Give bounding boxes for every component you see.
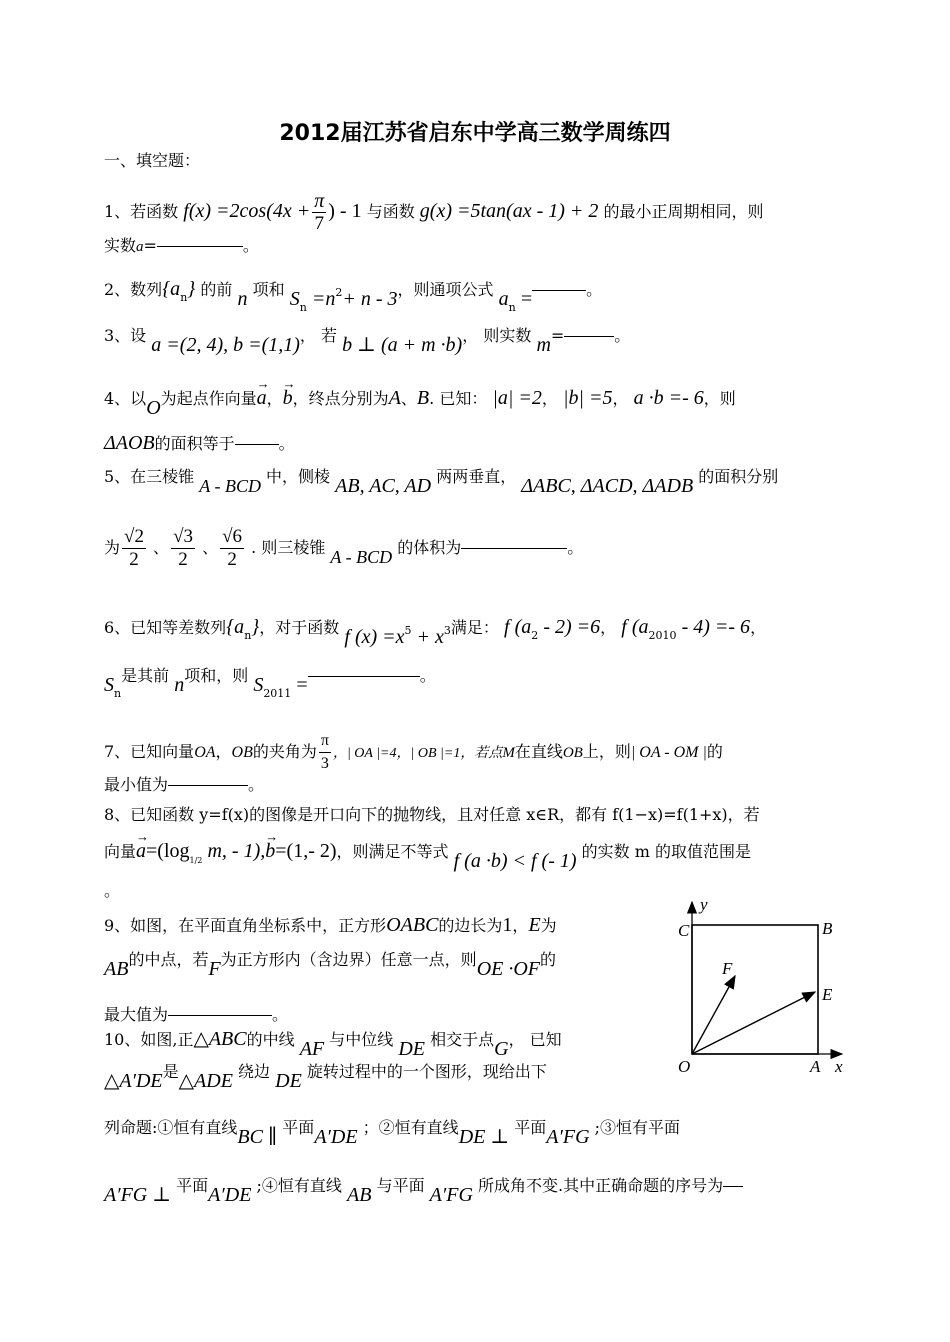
pi-over-three: $\frac{\pi}{3}$ — [320, 732, 329, 772]
question-6-line-1: 6、已知等差数列$\{a_n\}$，对于函数 f $(x) =x^5 + x^3$满足： f $(a_2 - 2) =6$， f $(a_{2010} - 4) =- 6$， — [104, 616, 767, 648]
fraction-sqrt3-over-2: $\frac{√3}{2}$ — [173, 526, 193, 570]
answer-blank-3 — [564, 335, 614, 337]
label-c: C — [678, 921, 690, 940]
question-6-line-2: $S_n$是其前 n项和，则 $S_{2011}$ = 。 — [104, 666, 436, 700]
answer-blank-10 — [723, 1185, 743, 1187]
question-9-line-3: 最大值为 。 — [104, 1005, 289, 1024]
label-e: E — [822, 985, 833, 1004]
question-8-line-2: 向量→ $a=(\log_{1/2}$ m, - 1),→ b=(1,- 2)，则满足不等式 f (a ·b) < f (- 1) 的实数 m 的取值范围是 — [104, 840, 751, 872]
question-1-line-1: 1、若函数 f(x) =2cos(4x + $\frac{\pi}{7}$ ) - 1 与函数 g(x) =5tan(ax - 1) + 2 的最小正周期相同，则 — [104, 190, 764, 234]
question-2: 2、数列$\{a_n\}$ 的前 n 项和 $S_n =n^2+ n - 3$，则通项公式 $a_n$ = 。 — [104, 278, 603, 314]
fraction-sqrt2-over-2: $\frac{√2}{2}$ — [124, 526, 144, 570]
fraction-sqrt6-over-2: $\frac{√6}{2}$ — [222, 526, 243, 570]
page-title: 2012届江苏省启东中学高三数学周练四 — [279, 121, 671, 146]
question-3: 3、设 a =(2, 4), b =(1,1)， 若 b ⊥ (a + m ·b)， 则实数 m= 。 — [104, 326, 631, 356]
question-5-line-2: 为 $\frac{√2}{2}$ 、 $\frac{√3}{2}$ 、 $\frac{√6}{2}$ . 则三棱锥 A - BCD 的体积为 。 — [104, 526, 584, 570]
question-10-line-1: 10、如图,正△ABC的中线 AF 与中位线 DE 相交于点G， 已知 — [104, 1028, 562, 1060]
answer-blank-6 — [308, 675, 420, 677]
pi-over-seven: $\frac{\pi}{7}$ — [314, 190, 325, 234]
question-4-line-1: 4、以O为起点作向量→ a，→ b，终点分别为A、B. 已知： |a| =2， |b| =5， a ·b =- 6，则 — [104, 387, 736, 410]
section-heading: 一、填空题： — [104, 151, 201, 170]
answer-blank-2 — [532, 289, 586, 291]
answer-blank-9 — [168, 1014, 272, 1016]
question-8-line-3: 。 — [104, 881, 121, 900]
question-9-line-2: AB的中点，若F为正方形内（含边界）任意一点，则OE ·OF的 — [104, 950, 557, 980]
question-8-line-1: 8、已知函数 y=f(x)的图像是开口向下的抛物线，且对任意 x∈R，都有 f(1−x)=f(1+x)，若 — [104, 805, 760, 824]
question-5-line-1: 5、在三棱锥 A - BCD 中，侧棱 AB, AC, AD 两两垂直， ΔABC, ΔACD, ΔADB 的面积分别 — [104, 467, 779, 497]
question-10-line-3: 列命题:①恒有直线BC ∥ 平面A′DE ；②恒有直线DE ⊥ 平面A′FG ;③恒有平面 — [104, 1118, 681, 1148]
question-10-line-2: △A′DE是△ADE 绕边 DE 旋转过程中的一个图形，现给出下 — [104, 1062, 547, 1092]
coordinate-square-figure — [672, 892, 850, 1082]
answer-blank-4 — [235, 443, 279, 445]
label-x: x — [835, 1057, 843, 1076]
label-f: F — [722, 959, 733, 978]
label-o: O — [678, 1057, 691, 1076]
label-b: B — [822, 919, 833, 938]
question-7-line-1: 7、已知向量OA，OB的夹角为 $\frac{\pi}{3}$ ，| OA |=4，| OB |=1，若点M在直线OB上，则| OA - OM |的 — [104, 730, 723, 775]
question-4-line-2: ΔAOB的面积等于 。 — [104, 432, 295, 454]
question-10-line-4: A′FG ⊥ 平面A′DE ;④恒有直线 AB 与平面 A′FG 所成角不变.其中正确命题的序号为 — [104, 1174, 743, 1197]
answer-blank-1 — [157, 245, 243, 247]
question-1-line-2: 实数a= 。 — [104, 236, 259, 255]
question-7-line-2: 最小值为 。 — [104, 775, 265, 794]
answer-blank-5 — [461, 547, 567, 549]
square-oabc — [692, 925, 818, 1054]
answer-blank-7 — [168, 784, 248, 786]
question-9-line-1: 9、如图，在平面直角坐标系中，正方形OABC的边长为1，E为 — [104, 914, 557, 936]
vector-oe — [692, 992, 815, 1054]
label-y: y — [700, 895, 708, 914]
label-a: A — [810, 1057, 821, 1076]
vector-of — [692, 976, 735, 1054]
